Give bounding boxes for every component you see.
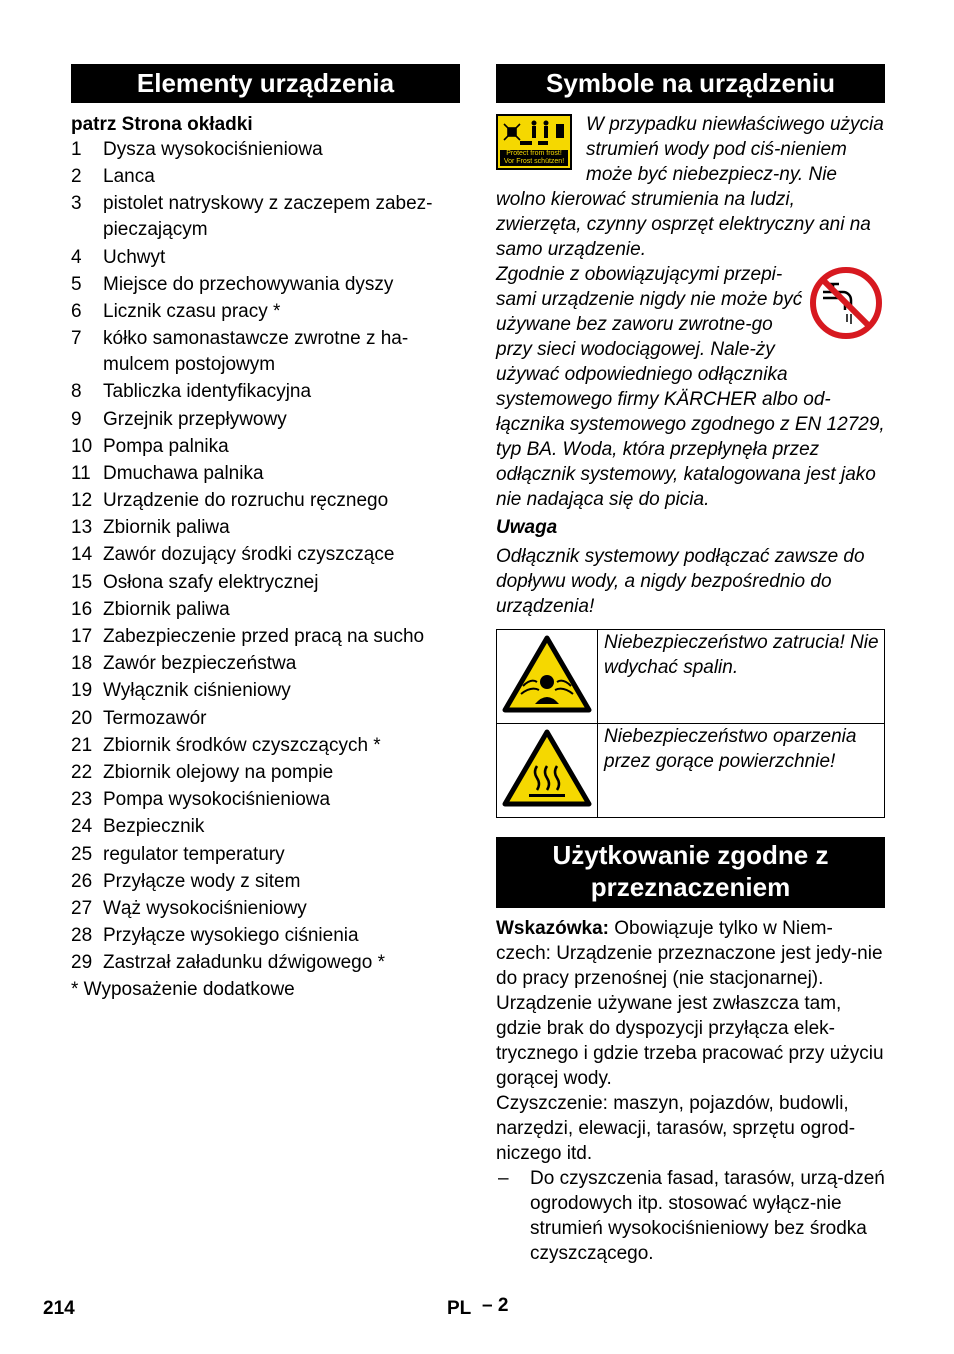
page-number: 214: [43, 1298, 75, 1319]
item-text: regulator temperatury: [103, 843, 285, 865]
item-text: Zbiornik olejowy na pompie: [103, 761, 334, 783]
left-column: [71, 64, 460, 1003]
item-text: Bezpiecznik: [103, 816, 205, 838]
parts-list-item: [71, 434, 460, 460]
item-text: Zawór bezpieczeństwa: [103, 653, 297, 675]
parts-list-item: [71, 461, 460, 487]
parts-list-item: [71, 245, 460, 271]
item-text: Licznik czasu pracy *: [103, 300, 281, 322]
parts-list-item: [71, 299, 460, 325]
item-number: 22: [71, 761, 93, 783]
item-number: 18: [71, 653, 93, 675]
warning-row-toxic: [497, 630, 885, 724]
item-number: 3: [71, 193, 82, 215]
item-number: 26: [71, 870, 93, 892]
item-number: 16: [71, 598, 93, 620]
toxic-fumes-warning-icon: [501, 634, 593, 714]
warning-text-toxic: Niebezpieczeństwo zatrucia! Nie wdychać spalin.: [598, 630, 885, 724]
item-number: 2: [71, 166, 82, 188]
item-number: 11: [71, 462, 91, 484]
warning-text-hot: Niebezpieczeństwo oparzenia przez gorące powierzchnie!: [598, 724, 885, 818]
item-number: 6: [71, 300, 82, 322]
parts-list-item: [71, 379, 460, 405]
item-number: 19: [71, 680, 93, 702]
parts-list-item: [71, 733, 460, 759]
parts-list-item: [71, 597, 460, 623]
item-text: Pompa palnika: [103, 435, 229, 457]
item-text: pistolet natryskowy z zaczepem zabez-pieczającym: [103, 193, 433, 241]
parts-list-item: [71, 706, 460, 732]
sticker-text-de: Vor Frost schützen!: [503, 158, 565, 165]
item-text: Zbiornik środków czyszczących *: [103, 734, 381, 756]
dash-bullet: –: [498, 1168, 509, 1189]
parts-list-item: [71, 651, 460, 677]
item-text: Zastrzał załadunku dźwigowego *: [103, 952, 385, 974]
parts-list-item: [71, 407, 460, 433]
parts-list-item: [71, 488, 460, 514]
parts-list-item: [71, 814, 460, 840]
parts-list-item: [71, 570, 460, 596]
parts-list-item: [71, 137, 460, 163]
parts-list-item: [71, 515, 460, 541]
section-heading-device-elements: Elementy urządzenia: [71, 64, 460, 103]
item-text: Osłona szafy elektrycznej: [103, 571, 319, 593]
item-number: 23: [71, 789, 93, 811]
item-number: 1: [71, 139, 82, 160]
item-number: 17: [71, 626, 93, 647]
right-column: [496, 64, 885, 1266]
parts-list-item: [71, 164, 460, 190]
section-heading-symbols: Symbole na urządzeniu: [496, 64, 885, 103]
device-sticker-icon: [496, 114, 572, 170]
warning-table: [496, 629, 885, 818]
item-text: Pompa wysokociśnieniowa: [103, 789, 331, 811]
item-text: Urządzenie do rozruchu ręcznego: [103, 490, 389, 512]
parts-list: [71, 137, 460, 976]
dash-item-text: Do czyszczenia fasad, tarasów, urzą-dzeń ogrodowych itp. stosować wyłącz-nie strumień wysokociśnieniowy bez środka czyszczącego.: [530, 1168, 885, 1264]
parts-list-item: [71, 760, 460, 786]
hint-label: Wskazówka:: [496, 918, 609, 939]
language-code: PL: [447, 1298, 472, 1319]
item-number: 20: [71, 707, 93, 729]
item-text: Lanca: [103, 166, 155, 188]
cleaning-paragraph: Czyszczenie: maszyn, pojazdów, budowli, narzędzi, elewacji, tarasów, sprzętu ogrod-niczego itd.: [496, 1093, 856, 1164]
item-text: Miejsce do przechowywania dyszy: [103, 273, 394, 295]
item-number: 5: [71, 273, 82, 295]
item-number: 13: [71, 517, 93, 539]
warning-row-hot: [497, 724, 885, 818]
parts-list-item: [71, 950, 460, 976]
parts-list-item: [71, 326, 460, 378]
item-number: 8: [71, 381, 82, 403]
item-number: 15: [71, 571, 93, 593]
parts-list-item: [71, 787, 460, 813]
item-text: Dysza wysokociśnieniowa: [103, 139, 323, 160]
item-text: Zawór dozujący środki czyszczące: [103, 544, 395, 566]
item-text: Zabezpieczenie przed pracą na sucho: [103, 626, 425, 647]
item-text: Uchwyt: [103, 246, 166, 268]
symbol-block: [496, 112, 885, 619]
item-text: Grzejnik przepływowy: [103, 408, 287, 430]
item-text: Zbiornik paliwa: [103, 517, 230, 539]
item-number: 25: [71, 843, 93, 865]
item-text: Dmuchawa palnika: [103, 462, 264, 484]
item-text: Termozawór: [103, 707, 207, 729]
footnote-accessory: * Wyposażenie dodatkowe: [71, 979, 295, 1001]
parts-list-item: [71, 272, 460, 298]
item-text: Przyłącze wody z sitem: [103, 870, 301, 892]
item-number: 10: [71, 435, 93, 457]
item-text: kółko samonastawcze zwrotne z ha-mulcem postojowym: [103, 328, 409, 376]
section-heading-intended-use: Użytkowanie zgodne z przeznaczeniem: [496, 837, 885, 908]
sticker-text-en: Protect from frost!: [506, 150, 562, 157]
item-number: 12: [71, 490, 93, 512]
item-text: Zbiornik paliwa: [103, 598, 230, 620]
item-number: 7: [71, 328, 82, 350]
parts-list-item: [71, 842, 460, 868]
item-number: 24: [71, 816, 93, 838]
hint-paragraph: [496, 916, 885, 1091]
hot-surface-warning-icon: [501, 728, 593, 808]
cover-reference: patrz Strona okładki: [71, 114, 253, 135]
item-text: Tabliczka identyfikacyjna: [103, 381, 312, 403]
parts-list-item: [71, 624, 460, 650]
item-number: 9: [71, 408, 82, 430]
parts-list-item: [71, 542, 460, 568]
item-number: 28: [71, 925, 93, 947]
regulation-text: Zgodnie z obowiązującymi przepi-sami urządzenie nigdy nie może być używane bez zaworu zwrotne-go przy sieci wodociągowej. Nale-ży używać odpowiedniego odłącznika systemowego firmy KÄRCHER albo od-łącznika systemowego zgodnego z EN 12729, typ BA. Woda, która przepłynęła przez odłącznik systemowy, katalogowana jest jako nie nadająca się do picia.: [496, 264, 885, 510]
item-number: 29: [71, 952, 93, 974]
item-text: Wyłącznik ciśnieniowy: [103, 680, 291, 702]
item-number: 27: [71, 897, 93, 919]
parts-list-item: [71, 923, 460, 949]
parts-list-item: [71, 869, 460, 895]
item-number: 21: [71, 734, 93, 756]
dash-list-item: [496, 1166, 885, 1266]
parts-list-item: [71, 678, 460, 704]
parts-list-item: [71, 896, 460, 922]
item-number: 4: [71, 246, 82, 268]
item-text: Przyłącze wysokiego ciśnienia: [103, 925, 359, 947]
section-number: – 2: [482, 1295, 509, 1316]
note-label: Uwaga: [496, 517, 558, 538]
hint-text: Obowiązuje tylko w Niem-czech: Urządzenie przeznaczone jest jedy-nie do pracy przenośnej (nie stacjonarnej). Urządzenie używane jest zwłaszcza tam, gdzie brak do dyspozycji przyłącza elek-trycznego i gdzie trzeba pracować przy użyciu gorącej wody.: [496, 918, 884, 1089]
item-number: 14: [71, 544, 93, 566]
parts-list-item: [71, 191, 460, 243]
symbol-description: W przypadku niewłaściwego użycia strumień wody pod ciś-nieniem może być niebezpiecz-ny. Nie wolno kierować strumienia na ludzi, zwierzęta, czynny osprzęt elektryczny ani na samo urządzenie.: [496, 114, 884, 260]
item-text: Wąż wysokociśnieniowy: [103, 897, 307, 919]
note-text: Odłącznik systemowy podłączać zawsze do dopływu wody, a nigdy bezpośrednio do urządzenia!: [496, 546, 865, 617]
no-drinking-water-icon: [809, 266, 883, 340]
